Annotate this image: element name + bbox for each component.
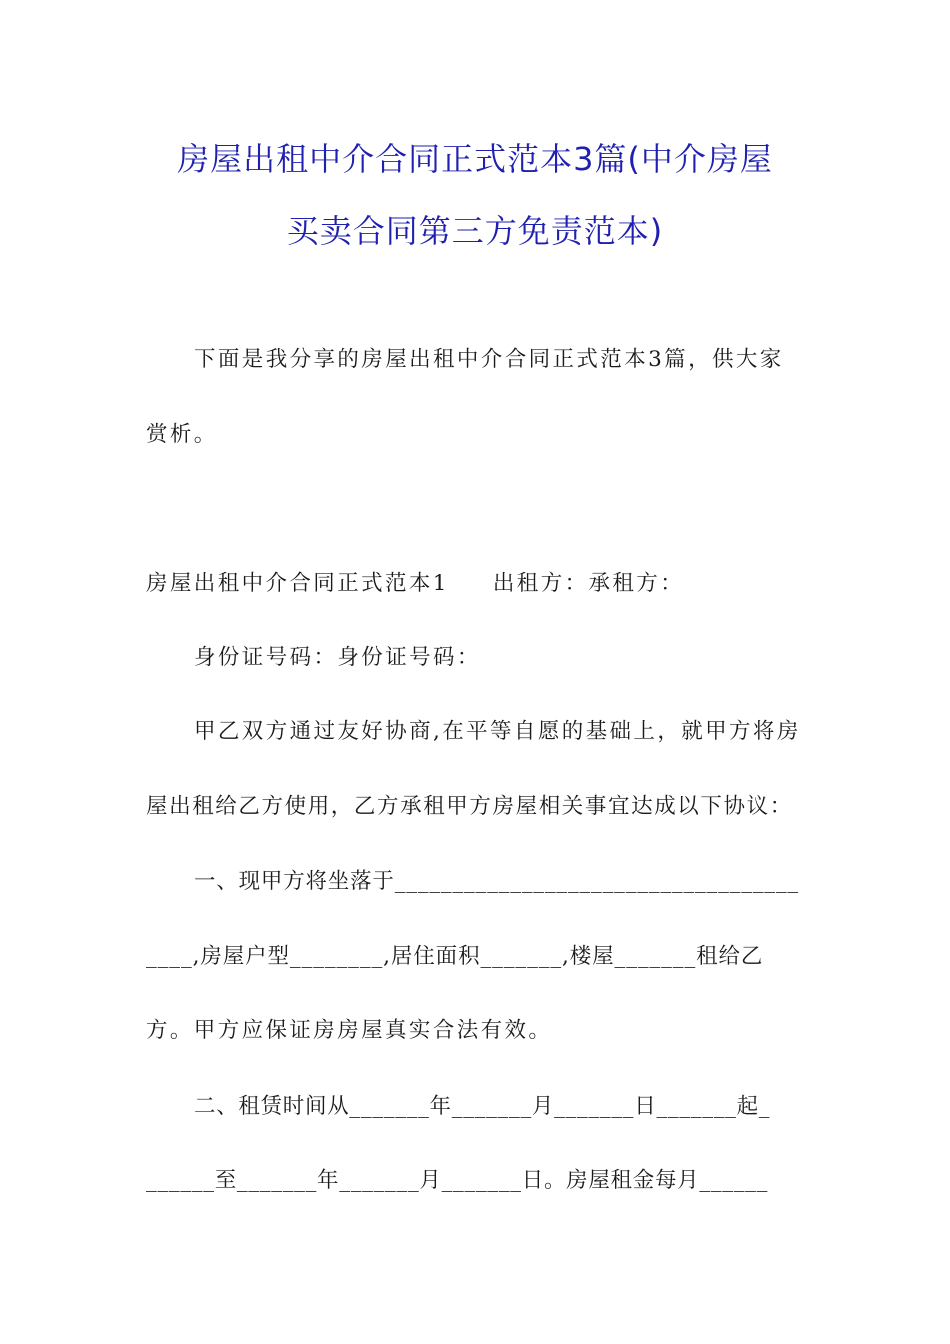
clause-1-line-2: ____,房屋户型________,居住面积_______,楼屋_______租给乙 — [146, 944, 764, 969]
document-title-line-1: 房屋出租中介合同正式范本3篇(中介房屋 — [177, 140, 773, 178]
document-title-line-2: 买卖合同第三方免责范本) — [286, 212, 664, 250]
intro-line-1: 下面是我分享的房屋出租中介合同正式范本3篇，供大家 — [194, 347, 784, 372]
paragraph-1-line-1: 甲乙双方通过友好协商,在平等自愿的基础上，就甲方将房 — [194, 719, 801, 744]
parties-label: 出租方：承租方： — [492, 571, 685, 596]
clause-2-line-2: ______至_______年_______月_______日。房屋租金每月______ — [146, 1168, 769, 1193]
id-number-line: 身份证号码：身份证号码： — [194, 645, 481, 670]
intro-line-2: 赏析。 — [146, 422, 218, 447]
contract-heading: 房屋出租中介合同正式范本1 — [146, 571, 449, 596]
paragraph-1-line-2: 屋出租给乙方使用，乙方承租甲方房屋相关事宜达成以下协议： — [146, 794, 793, 819]
clause-2-line-1: 二、租赁时间从_______年_______月_______日_______起_ — [194, 1094, 771, 1119]
contract-heading-row — [146, 569, 806, 599]
clause-1-line-1: 一、现甲方将坐落于___________________________________ — [194, 869, 799, 894]
clause-1-line-3: 方。甲方应保证房房屋真实合法有效。 — [146, 1018, 553, 1043]
